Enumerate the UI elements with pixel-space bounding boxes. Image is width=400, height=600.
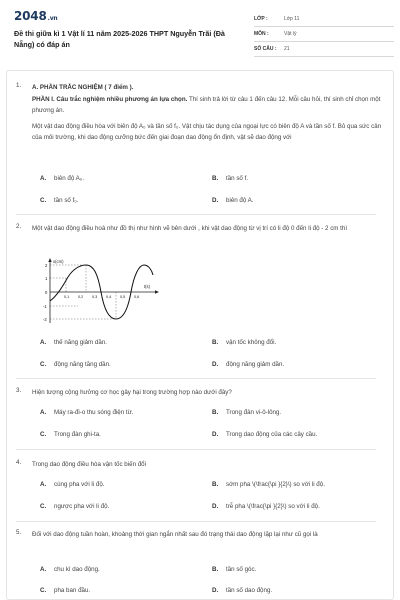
option-letter: C. [40, 361, 47, 368]
y-axis-label: x(cm) [53, 259, 64, 264]
question-divider [16, 449, 376, 450]
option-text: Trong đàn vi-ô-lông. [226, 409, 282, 416]
option-text: biên độ A₀. [54, 175, 85, 182]
option-c[interactable] [40, 587, 90, 594]
option-text: động năng tăng dần. [54, 361, 111, 368]
option-d[interactable] [212, 197, 254, 204]
y-tick-label: 0 [45, 290, 48, 295]
logo-text: 2048 [14, 9, 47, 23]
option-d[interactable] [212, 361, 284, 368]
option-text: Máy ra-đi-o thu sóng điện từ. [54, 409, 134, 416]
option-b[interactable] [212, 481, 325, 488]
logo-suffix: .vn [47, 15, 58, 22]
x-tick-label: 0,1 [64, 295, 70, 299]
option-letter: A. [40, 339, 47, 346]
site-logo[interactable] [14, 9, 57, 23]
x-tick-label: 0,3 [92, 295, 98, 299]
meta-row-count [254, 42, 394, 57]
x-tick-label: 0,6 [134, 295, 140, 299]
question-number: 4. [16, 459, 22, 466]
page-header [0, 0, 400, 62]
y-tick-label: 1 [45, 276, 48, 281]
option-d[interactable] [212, 431, 317, 438]
option-letter: B. [212, 339, 219, 346]
option-b[interactable] [212, 175, 248, 182]
option-c[interactable] [40, 361, 111, 368]
x-axis-arrow-icon [155, 290, 159, 293]
option-letter: D. [212, 503, 219, 510]
option-text: tần số dao động. [226, 587, 273, 594]
option-letter: C. [40, 197, 47, 204]
option-text: Trong dao động của các cây cầu. [226, 431, 318, 438]
option-b[interactable] [212, 339, 276, 346]
section-title: A. PHẦN TRẮC NGHIỆM ( 7 điểm ). [32, 84, 134, 91]
option-letter: D. [212, 197, 219, 204]
option-d[interactable] [212, 587, 272, 594]
option-c[interactable] [40, 431, 101, 438]
option-letter: A. [40, 175, 47, 182]
y-tick-label: -1 [43, 304, 47, 309]
question-text: Một vật dao động điều hoà như đồ thị như hình vẽ bên dưới , khi vật dao động từ vị trí có li độ 0 đến li độ - 2 cm thì [32, 225, 348, 232]
meta-row-class [254, 12, 394, 27]
option-text: chu kì dao động. [54, 566, 100, 573]
instruction-text: Thí sinh trả lời từ câu 1 đến câu 12. Mỗi câu hỏi, thí sinh chỉ chọn một phương án. [32, 95, 381, 114]
x-tick-label: 0,2 [78, 295, 84, 299]
option-text: cùng pha với li độ. [54, 481, 105, 488]
option-text: thế năng giảm dần. [54, 339, 107, 346]
option-text: Trong đàn ghi-ta. [54, 431, 101, 438]
option-a[interactable] [40, 566, 100, 573]
question-stem: Một vật dao động điều hòa với biên độ A₀ và tần số f₀. Vật chịu tác dụng của ngoại lực có biên độ A và tần số f. Bỏ qua sức cản của môi trường, khi dao động cưỡng bức đến giai đoạn dao động ổn định, vật sẽ dao động với [32, 122, 382, 141]
meta-value: 21 [284, 46, 290, 52]
option-text: vận tốc không đổi. [226, 339, 277, 346]
exam-meta [254, 12, 394, 57]
x-tick-label: 0,4 [106, 295, 112, 299]
question-divider [16, 378, 376, 379]
y-axis-arrow-icon [48, 258, 51, 262]
meta-row-subject [254, 27, 394, 42]
option-text: pha ban đầu. [54, 587, 91, 594]
option-letter: A. [40, 481, 47, 488]
x-axis-label: t(s) [144, 284, 151, 289]
option-a[interactable] [40, 409, 133, 416]
option-text: sớm pha \(\frac{\pi }{2}\) so với li độ. [226, 481, 325, 488]
option-text: động năng giảm dần. [226, 361, 285, 368]
exam-title: Đề thi giữa kì 1 Vật lí 11 năm 2025-2026 THPT Nguyễn Trãi (Đà Nẵng) có đáp án [14, 29, 225, 49]
question-number: 5. [16, 529, 22, 536]
option-b[interactable] [212, 409, 281, 416]
option-letter: C. [40, 503, 47, 510]
option-letter: D. [212, 431, 219, 438]
question-number: 3. [16, 387, 22, 394]
option-a[interactable] [40, 339, 107, 346]
option-letter: B. [212, 409, 219, 416]
x-tick-label: 0,5 [120, 295, 126, 299]
option-letter: B. [212, 175, 219, 182]
question-number: 2. [16, 223, 22, 230]
option-a[interactable] [40, 175, 84, 182]
option-text: ngược pha với li độ. [54, 503, 110, 510]
question-text [32, 82, 382, 144]
option-letter: B. [212, 566, 219, 573]
option-letter: A. [40, 409, 47, 416]
part-instruction [32, 94, 382, 117]
option-b[interactable] [212, 566, 256, 573]
meta-label: LỚP : [254, 16, 268, 22]
option-text: tần số góc. [226, 566, 257, 573]
question-divider [16, 214, 376, 215]
option-letter: C. [40, 587, 47, 594]
option-letter: B. [212, 481, 219, 488]
option-c[interactable] [40, 503, 109, 510]
option-c[interactable] [40, 197, 79, 204]
question-number: 1. [16, 82, 22, 89]
option-text: tần số f. [226, 175, 249, 182]
part-title: PHẦN I. Câu trắc nghiệm nhiều phương án lựa chọn. [32, 95, 188, 103]
option-letter: D. [212, 587, 219, 594]
question-text: Đối với dao động tuần hoàn, khoảng thời gian ngắn nhất sau đó trạng thái dao động lặp lại như cũ gọi là [32, 531, 318, 538]
meta-label: SỐ CÂU : [254, 46, 277, 52]
y-tick-label: 2 [45, 263, 48, 268]
option-letter: D. [212, 361, 219, 368]
option-a[interactable] [40, 481, 105, 488]
meta-value: Vật lý [284, 31, 297, 37]
question-text: Hiện tượng cộng hưởng cơ học gây hại trong trường hợp nào dưới đây? [32, 389, 232, 396]
option-text: tần số f₀. [54, 197, 79, 204]
question-divider [16, 521, 376, 522]
option-letter: A. [40, 566, 47, 573]
option-text: trễ pha \(\frac{\pi }{2}\) so với li độ. [226, 503, 320, 510]
y-tick-label: -2 [43, 317, 47, 322]
option-text: biên độ A. [226, 197, 254, 204]
question-text: Trong dao động điều hòa vận tốc biến đổi [32, 461, 146, 468]
meta-value: Lớp 11 [284, 16, 300, 22]
option-letter: C. [40, 431, 47, 438]
option-d[interactable] [212, 503, 320, 510]
meta-label: MÔN : [254, 31, 269, 37]
oscillation-graph [40, 257, 160, 327]
